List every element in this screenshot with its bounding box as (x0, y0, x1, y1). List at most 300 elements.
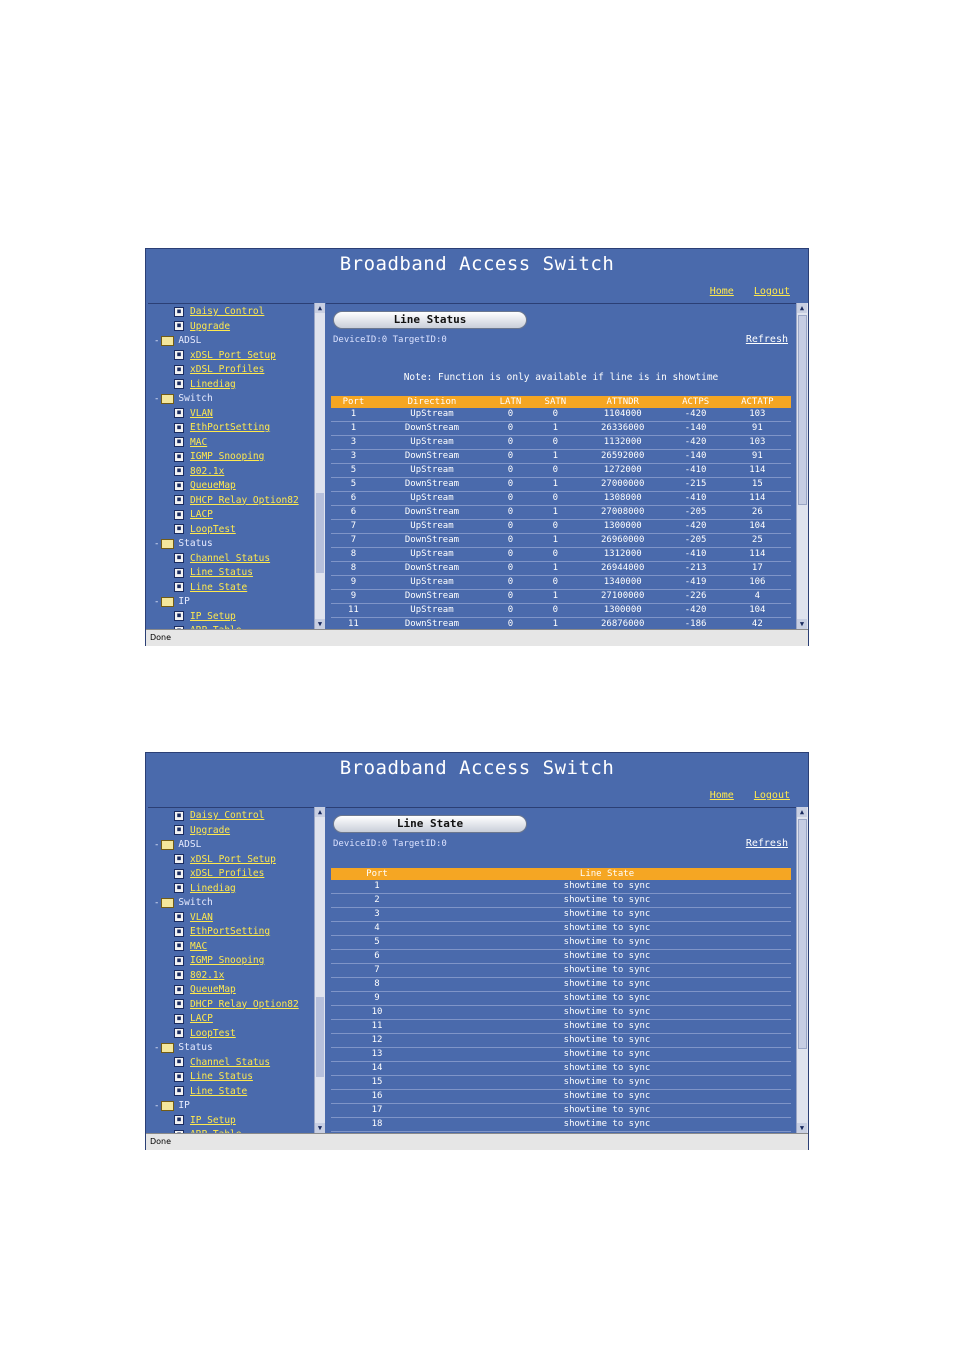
page-icon: ■ (174, 553, 184, 563)
table-cell: 0 (488, 450, 533, 464)
table-cell: 13 (331, 1048, 423, 1062)
table-cell: 26944000 (578, 562, 668, 576)
table-cell: 1 (331, 422, 376, 436)
folder-open-icon (161, 336, 174, 346)
sidebar-item-daisy-control[interactable] (174, 809, 264, 823)
table-cell: 1 (533, 534, 578, 548)
sidebar-item-label: QueueMap (190, 984, 236, 995)
table-cell: 0 (533, 520, 578, 534)
table-cell: 17 (331, 1104, 423, 1118)
sidebar-category-switch[interactable] (154, 392, 213, 406)
sidebar-item-label: MAC (190, 436, 208, 448)
table-row (331, 464, 791, 478)
browser-window-line-status (145, 248, 809, 646)
table-cell: 15 (331, 1076, 423, 1090)
table-cell: -419 (668, 576, 724, 590)
page-icon: ■ (174, 408, 184, 418)
sidebar-item-label: Line Status (190, 567, 253, 578)
table-row (331, 978, 791, 992)
refresh-link[interactable]: Refresh (745, 838, 788, 849)
page-icon: ■ (174, 1014, 184, 1024)
table-cell: showtime to sync (423, 1076, 791, 1090)
table-cell: -140 (668, 422, 724, 436)
table-cell: 14 (331, 1062, 423, 1076)
folder-open-icon (161, 1043, 174, 1053)
sidebar-item-dhcp-relay-option82[interactable] (174, 998, 299, 1012)
column-header: Line State (423, 868, 791, 880)
table-cell: 1312000 (578, 548, 668, 562)
sidebar-scrollbar[interactable] (314, 303, 325, 629)
function-note: Note: Function is only available if line is in showtime (403, 372, 719, 383)
sidebar-item-label: LoopTest (190, 1027, 236, 1039)
sidebar-item-linediag[interactable] (174, 882, 236, 896)
column-header: ACTPS (668, 396, 724, 408)
table-cell: 0 (533, 436, 578, 450)
page-icon: ■ (174, 999, 184, 1009)
table-cell: showtime to sync (423, 964, 791, 978)
scroll-up-arrow-icon[interactable]: ▲ (797, 807, 807, 817)
sidebar-category-label: IP (178, 596, 190, 607)
scroll-thumb[interactable] (798, 315, 807, 505)
table-cell: 0 (533, 576, 578, 590)
table-cell: showtime to sync (423, 978, 791, 992)
sidebar-item-label: xDSL Profiles (190, 868, 265, 879)
device-id-line: DeviceID:0 TargetID:0 (333, 335, 447, 345)
refresh-link[interactable]: Refresh (745, 334, 788, 345)
table-cell: 0 (533, 604, 578, 618)
table-cell: 0 (488, 464, 533, 478)
table-cell: 15 (724, 478, 791, 492)
page-icon: ■ (174, 1115, 184, 1125)
device-id-line: DeviceID:0 TargetID:0 (333, 839, 447, 849)
table-cell: 1 (533, 478, 578, 492)
table-row (331, 1062, 791, 1076)
table-cell: -410 (668, 548, 724, 562)
table-row (331, 422, 791, 436)
table-row (331, 436, 791, 450)
table-cell: showtime to sync (423, 908, 791, 922)
sidebar-item-label: IP Setup (190, 1114, 236, 1126)
sidebar-item-label: Channel Status (190, 1056, 271, 1068)
page-icon: ■ (174, 524, 184, 534)
column-header: ATTNDR (578, 396, 668, 408)
table-row (331, 478, 791, 492)
table-cell: 0 (533, 408, 578, 422)
page-icon: ■ (174, 1028, 184, 1038)
table-cell: showtime to sync (423, 1020, 791, 1034)
sidebar-item-label: LACP (190, 1013, 213, 1024)
sidebar-category-switch[interactable] (154, 896, 213, 910)
page-icon: ■ (174, 941, 184, 951)
page-icon: ■ (174, 1086, 184, 1096)
page-icon: ■ (174, 379, 184, 389)
table-row (331, 950, 791, 964)
table-cell: UpStream (376, 492, 488, 506)
table-cell: 1104000 (578, 408, 668, 422)
tree-collapse-icon[interactable]: - (154, 539, 160, 549)
folder-open-icon (161, 539, 174, 549)
sidebar-item-802-1x[interactable] (174, 969, 224, 983)
folder-open-icon (161, 1101, 174, 1111)
page-icon: ■ (174, 869, 184, 879)
table-cell: -226 (668, 590, 724, 604)
sidebar-item-label: DHCP Relay Option82 (190, 998, 299, 1010)
page-icon: ■ (174, 912, 184, 922)
tree-collapse-icon[interactable]: - (154, 898, 160, 908)
page-icon: ■ (174, 452, 184, 462)
scroll-down-arrow-icon[interactable]: ▼ (315, 1123, 325, 1133)
home-link[interactable]: Home (709, 286, 734, 297)
logout-link[interactable]: Logout (753, 790, 790, 801)
page-icon: ■ (174, 495, 184, 505)
table-cell: 106 (724, 576, 791, 590)
sidebar-item-label: Line State (190, 1085, 248, 1097)
sidebar-category-adsl[interactable] (154, 838, 201, 852)
sidebar-item-label: IGMP Snooping (190, 451, 265, 462)
sidebar-scrollbar[interactable] (314, 807, 325, 1133)
sidebar-item-label: Upgrade (190, 824, 231, 836)
status-text: Done (150, 633, 172, 642)
sidebar-category-status[interactable] (154, 537, 213, 551)
sidebar-item-label: VLAN (190, 407, 213, 419)
sidebar-category-label: Status (178, 538, 213, 549)
page-icon: ■ (174, 1057, 184, 1067)
table-cell: DownStream (376, 422, 488, 436)
table-row (331, 1104, 791, 1118)
table-cell: 3 (331, 450, 376, 464)
column-header: Port (331, 396, 376, 408)
table-cell: 114 (724, 464, 791, 478)
table-cell: 0 (488, 562, 533, 576)
table-row (331, 1034, 791, 1048)
tree-collapse-icon[interactable]: - (154, 1043, 160, 1053)
sidebar-item-label: Channel Status (190, 552, 271, 564)
logout-link[interactable]: Logout (753, 286, 790, 297)
table-cell: 104 (724, 604, 791, 618)
table-cell: 0 (533, 492, 578, 506)
sidebar-item-label: Line Status (190, 1071, 253, 1082)
tree-collapse-icon[interactable]: - (154, 336, 160, 346)
page-icon: ■ (174, 927, 184, 937)
table-cell: 1132000 (578, 436, 668, 450)
sidebar-item-upgrade[interactable] (174, 320, 230, 334)
sidebar-category-status[interactable] (154, 1041, 213, 1055)
table-cell: 9 (331, 576, 376, 590)
folder-open-icon (161, 394, 174, 404)
sidebar-item-dhcp-relay-option82[interactable] (174, 494, 299, 508)
table-cell: 5 (331, 936, 423, 950)
sidebar-item-label: QueueMap (190, 480, 236, 491)
sidebar-item-vlan[interactable] (174, 911, 213, 925)
sidebar-item-daisy-control[interactable] (174, 305, 264, 319)
table-cell: 1 (331, 408, 376, 422)
table-cell: -205 (668, 506, 724, 520)
table-cell: 103 (724, 436, 791, 450)
column-header: LATN (488, 396, 533, 408)
sidebar-item-label: xDSL Port Setup (190, 853, 276, 865)
sidebar-category-label: ADSL (178, 839, 202, 850)
main-content (326, 303, 796, 630)
sidebar-item-lacp[interactable] (174, 1012, 213, 1026)
table-cell: showtime to sync (423, 950, 791, 964)
table-row (331, 492, 791, 506)
table-cell: DownStream (376, 534, 488, 548)
table-row (331, 936, 791, 950)
table-cell: 9 (331, 590, 376, 604)
table-cell: 7 (331, 520, 376, 534)
scroll-down-arrow-icon[interactable]: ▼ (797, 619, 807, 629)
table-cell: 27008000 (578, 506, 668, 520)
page-icon: ■ (174, 1072, 184, 1082)
table-cell: 0 (488, 408, 533, 422)
scroll-down-arrow-icon[interactable]: ▼ (797, 1123, 807, 1133)
table-cell: 1300000 (578, 604, 668, 618)
table-cell: 1 (533, 590, 578, 604)
table-cell: -410 (668, 492, 724, 506)
sidebar-category-label: Switch (178, 897, 213, 908)
status-bar (146, 629, 808, 646)
table-cell: 91 (724, 422, 791, 436)
page-icon: ■ (174, 365, 184, 375)
table-cell: 114 (724, 548, 791, 562)
table-row (331, 1118, 791, 1132)
sidebar-category-adsl[interactable] (154, 334, 201, 348)
sidebar-item-label: IGMP Snooping (190, 955, 265, 966)
folder-open-icon (161, 898, 174, 908)
table-cell: 16 (331, 1090, 423, 1104)
sidebar-tree (148, 303, 314, 630)
sidebar-item-upgrade[interactable] (174, 824, 230, 838)
app-title: Broadband Access Switch (339, 757, 615, 779)
page-icon: ■ (174, 307, 184, 317)
sidebar-item-line-state[interactable] (174, 581, 247, 595)
line-status-table (331, 396, 791, 632)
table-cell: DownStream (376, 450, 488, 464)
table-cell: showtime to sync (423, 1048, 791, 1062)
sidebar-item-looptest[interactable] (174, 1027, 236, 1041)
table-cell: 1 (331, 880, 423, 894)
sidebar-item-linediag[interactable] (174, 378, 236, 392)
table-cell: 18 (331, 1118, 423, 1132)
table-cell: 27000000 (578, 478, 668, 492)
page-icon: ■ (174, 321, 184, 331)
table-cell: UpStream (376, 604, 488, 618)
table-row (331, 1090, 791, 1104)
scroll-up-arrow-icon[interactable]: ▲ (797, 303, 807, 313)
page-icon: ■ (174, 510, 184, 520)
scroll-thumb[interactable] (316, 493, 324, 573)
scroll-thumb[interactable] (798, 819, 807, 1049)
sidebar-item-label: xDSL Profiles (190, 364, 265, 375)
table-cell: showtime to sync (423, 992, 791, 1006)
table-cell: 12 (331, 1034, 423, 1048)
app-title: Broadband Access Switch (339, 253, 615, 275)
table-cell: 2 (331, 894, 423, 908)
table-row (331, 408, 791, 422)
table-header-row (331, 868, 791, 880)
sidebar-item-xdsl-profiles[interactable] (174, 363, 264, 377)
table-cell: 3 (331, 436, 376, 450)
table-cell: 26876000 (578, 618, 668, 632)
table-cell: 0 (488, 604, 533, 618)
main-content (326, 807, 796, 1134)
table-header-row (331, 396, 791, 408)
table-row (331, 992, 791, 1006)
table-cell: 11 (331, 1020, 423, 1034)
tree-collapse-icon[interactable]: - (154, 840, 160, 850)
table-cell: 0 (488, 534, 533, 548)
app-header (146, 753, 808, 807)
table-cell: DownStream (376, 506, 488, 520)
page-icon: ■ (174, 854, 184, 864)
page-icon: ■ (174, 611, 184, 621)
table-cell: showtime to sync (423, 880, 791, 894)
table-cell: 11 (331, 618, 376, 632)
table-cell: UpStream (376, 548, 488, 562)
sidebar-item-ethportsetting[interactable] (174, 925, 270, 939)
table-cell: showtime to sync (423, 1034, 791, 1048)
sidebar-item-lacp[interactable] (174, 508, 213, 522)
table-cell: 7 (331, 964, 423, 978)
sidebar-item-line-state[interactable] (174, 1085, 247, 1099)
table-cell: 4 (724, 590, 791, 604)
table-row (331, 604, 791, 618)
sidebar-item-label: EthPortSetting (190, 926, 271, 937)
table-cell: 0 (533, 548, 578, 562)
sidebar-item-xdsl-profiles[interactable] (174, 867, 264, 881)
sidebar-item-label: Daisy Control (190, 306, 265, 317)
table-cell: 26 (724, 506, 791, 520)
table-cell: -420 (668, 604, 724, 618)
table-cell: showtime to sync (423, 1090, 791, 1104)
table-cell: -410 (668, 464, 724, 478)
table-cell: -140 (668, 450, 724, 464)
table-cell: 104 (724, 520, 791, 534)
table-row (331, 548, 791, 562)
table-cell: 9 (331, 992, 423, 1006)
table-cell: 1 (533, 506, 578, 520)
tree-collapse-icon[interactable]: - (154, 1101, 160, 1111)
table-cell: 0 (488, 492, 533, 506)
main-scrollbar[interactable] (796, 807, 808, 1133)
page-icon: ■ (174, 825, 184, 835)
sidebar-item-igmp-snooping[interactable] (174, 450, 264, 464)
sidebar-item-label: Upgrade (190, 320, 231, 332)
sidebar-item-queuemap[interactable] (174, 479, 236, 493)
sidebar-item-channel-status[interactable] (174, 552, 270, 566)
sidebar-item-line-status[interactable] (174, 1070, 253, 1084)
sidebar-item-mac[interactable] (174, 436, 207, 450)
sidebar-item-label: Daisy Control (190, 810, 265, 821)
table-cell: DownStream (376, 478, 488, 492)
sidebar-item-mac[interactable] (174, 940, 207, 954)
table-cell: 0 (488, 618, 533, 632)
table-cell: 42 (724, 618, 791, 632)
sidebar-category-ip[interactable] (154, 1099, 190, 1113)
table-row (331, 520, 791, 534)
main-scrollbar[interactable] (796, 303, 808, 629)
table-cell: 1300000 (578, 520, 668, 534)
folder-open-icon (161, 840, 174, 850)
sidebar-item-label: Linediag (190, 882, 236, 894)
sidebar-item-802-1x[interactable] (174, 465, 224, 479)
table-cell: 26960000 (578, 534, 668, 548)
tree-collapse-icon[interactable]: - (154, 394, 160, 404)
scroll-up-arrow-icon[interactable]: ▲ (315, 303, 325, 313)
table-cell: 0 (488, 548, 533, 562)
sidebar-item-looptest[interactable] (174, 523, 236, 537)
sidebar-item-igmp-snooping[interactable] (174, 954, 264, 968)
table-cell: 0 (533, 464, 578, 478)
table-row (331, 894, 791, 908)
table-cell: 1272000 (578, 464, 668, 478)
table-row (331, 922, 791, 936)
scroll-thumb[interactable] (316, 997, 324, 1077)
table-cell: 0 (488, 436, 533, 450)
table-cell: 0 (488, 422, 533, 436)
sidebar-category-label: Status (178, 1042, 213, 1053)
page-icon: ■ (174, 481, 184, 491)
page-icon: ■ (174, 437, 184, 447)
sidebar-item-channel-status[interactable] (174, 1056, 270, 1070)
sidebar-item-label: EthPortSetting (190, 422, 271, 433)
table-cell: 11 (331, 604, 376, 618)
sidebar-item-xdsl-port-setup[interactable] (174, 349, 276, 363)
table-row (331, 1076, 791, 1090)
tree-collapse-icon[interactable]: - (154, 597, 160, 607)
table-cell: showtime to sync (423, 922, 791, 936)
page-icon: ■ (174, 883, 184, 893)
sidebar-item-ethportsetting[interactable] (174, 421, 270, 435)
table-row (331, 1006, 791, 1020)
table-cell: showtime to sync (423, 1006, 791, 1020)
table-cell: showtime to sync (423, 894, 791, 908)
sidebar-item-ip-setup[interactable] (174, 610, 236, 624)
sidebar-item-label: IP Setup (190, 610, 236, 622)
table-cell: 3 (331, 908, 423, 922)
line-state-table (331, 868, 791, 1146)
sidebar-item-label: MAC (190, 940, 208, 952)
table-cell: 1340000 (578, 576, 668, 590)
sidebar-category-ip[interactable] (154, 595, 190, 609)
page-icon: ■ (174, 568, 184, 578)
sidebar-item-label: 802.1x (190, 969, 225, 981)
page-icon: ■ (174, 985, 184, 995)
table-row (331, 1020, 791, 1034)
sidebar-item-label: DHCP Relay Option82 (190, 494, 299, 506)
home-link[interactable]: Home (709, 790, 734, 801)
sidebar-item-vlan[interactable] (174, 407, 213, 421)
browser-window-line-state (145, 752, 809, 1150)
sidebar-item-xdsl-port-setup[interactable] (174, 853, 276, 867)
table-cell: 27100000 (578, 590, 668, 604)
table-cell: 1308000 (578, 492, 668, 506)
sidebar-item-ip-setup[interactable] (174, 1114, 236, 1128)
table-cell: 5 (331, 478, 376, 492)
table-cell: 4 (331, 922, 423, 936)
table-cell: -420 (668, 520, 724, 534)
scroll-up-arrow-icon[interactable]: ▲ (315, 807, 325, 817)
scroll-down-arrow-icon[interactable]: ▼ (315, 619, 325, 629)
sidebar-item-line-status[interactable] (174, 566, 253, 580)
sidebar-item-queuemap[interactable] (174, 983, 236, 997)
table-cell: showtime to sync (423, 1104, 791, 1118)
table-cell: showtime to sync (423, 1118, 791, 1132)
sidebar-item-label: VLAN (190, 911, 213, 923)
table-cell: UpStream (376, 464, 488, 478)
table-cell: 17 (724, 562, 791, 576)
table-cell: -420 (668, 408, 724, 422)
